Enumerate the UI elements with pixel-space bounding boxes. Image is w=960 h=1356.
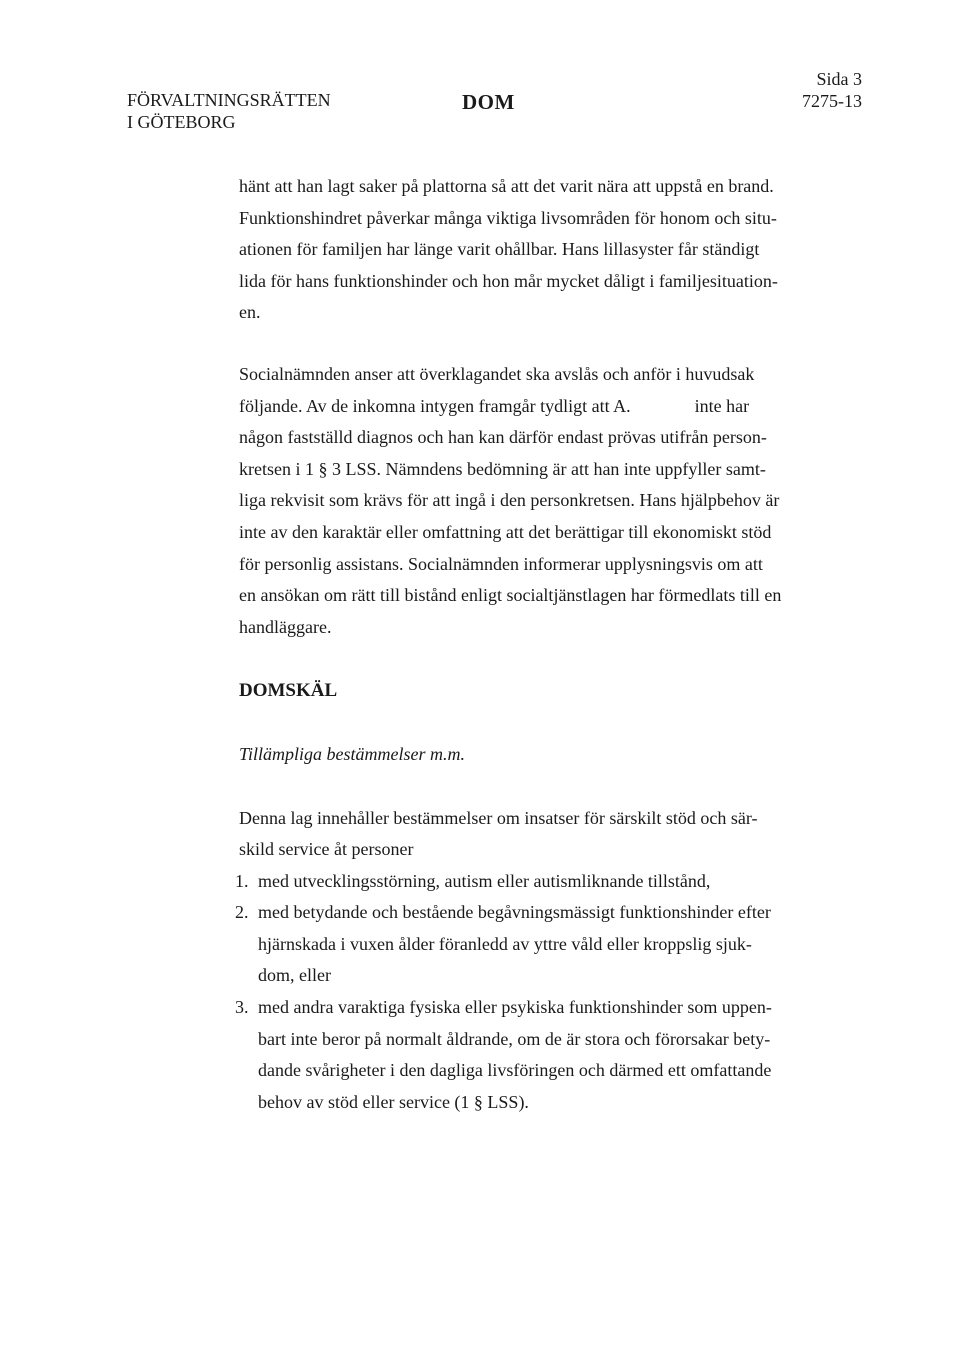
court-name	[127, 89, 331, 133]
spacer	[239, 643, 799, 675]
text-line: Socialnämnden anser att överklagandet ska avslås och anför i huvudsak	[239, 363, 755, 384]
list-number: 3.	[235, 997, 249, 1018]
list-number: 2.	[235, 902, 249, 923]
case-number: 7275-13	[802, 91, 862, 111]
text-line: bart inte beror på normalt åldrande, om de är stora och förorsakar bety-	[258, 1028, 771, 1049]
text-line: en ansökan om rätt till bistånd enligt socialtjänstlagen har förmedlats till en	[239, 585, 782, 606]
text-line: skild service åt personer	[239, 839, 414, 860]
text-line: hänt att han lagt saker på plattorna så att det varit nära att uppstå en brand.	[239, 176, 774, 196]
page-meta	[802, 68, 862, 112]
text-line: lida för hans funktionshinder och hon mår mycket dåligt i familjesituation-	[239, 270, 778, 291]
text-line: någon fastställd diagnos och han kan därför endast prövas utifrån person-	[239, 427, 767, 448]
list-item	[235, 992, 799, 1118]
text-line: för personlig assistans. Socialnämnden informerar upplysningsvis om att	[239, 553, 763, 574]
text-line: med betydande och bestående begåvningsmässigt funktionshinder efter	[258, 902, 771, 923]
text-line: kretsen i 1 § 3 LSS. Nämndens bedömning är att han inte uppfyller samt-	[239, 458, 766, 479]
text-line: behov av stöd eller service (1 § LSS).	[258, 1091, 529, 1112]
list-item	[235, 866, 799, 898]
text-line: med utvecklingsstörning, autism eller autismliknande tillstånd,	[258, 870, 711, 891]
paragraph-2	[239, 359, 799, 643]
court-name-line2: I GÖTEBORG	[127, 112, 236, 132]
criteria-list	[235, 866, 799, 1119]
text-fragment: följande. Av de inkomna intygen framgår tydligt att A.	[239, 395, 631, 416]
page-number: Sida 3	[816, 69, 862, 89]
text-line: Funktionshindret påverkar många viktiga livsområden för honom och situ-	[239, 207, 777, 228]
paragraph-1	[239, 171, 799, 329]
text-line	[239, 391, 799, 423]
paragraph-3	[239, 803, 799, 866]
spacer	[239, 707, 799, 739]
spacer	[239, 771, 799, 803]
text-line: dom, eller	[258, 965, 331, 986]
document-body	[235, 171, 799, 1118]
text-line: hjärnskada i vuxen ålder föranledd av yttre våld eller kroppslig sjuk-	[258, 933, 752, 954]
list-item	[235, 897, 799, 992]
text-line: liga rekvisit som krävs för att ingå i den personkretsen. Hans hjälpbehov är	[239, 490, 780, 511]
document-type: DOM	[462, 90, 515, 114]
text-fragment: inte har	[694, 395, 750, 416]
text-line: inte av den karaktär eller omfattning att det berättigar till ekonomiskt stöd	[239, 521, 772, 542]
court-name-line1: FÖRVALTNINGSRÄTTEN	[127, 90, 331, 110]
subsection-heading: Tillämpliga bestämmelser m.m.	[239, 743, 466, 764]
spacer	[239, 329, 799, 359]
text-line: ationen för familjen har länge varit ohållbar. Hans lillasyster får ständigt	[239, 239, 760, 260]
list-number: 1.	[235, 870, 249, 891]
text-line: dande svårigheter i den dagliga livsföringen och därmed ett omfattande	[258, 1060, 772, 1081]
text-line: en.	[239, 302, 261, 323]
section-heading: DOMSKÄL	[239, 680, 338, 702]
text-line: Denna lag innehåller bestämmelser om insatser för särskilt stöd och sär-	[239, 807, 758, 828]
text-line: handläggare.	[239, 616, 332, 637]
text-line: med andra varaktiga fysiska eller psykiska funktionshinder som uppen-	[258, 997, 772, 1018]
